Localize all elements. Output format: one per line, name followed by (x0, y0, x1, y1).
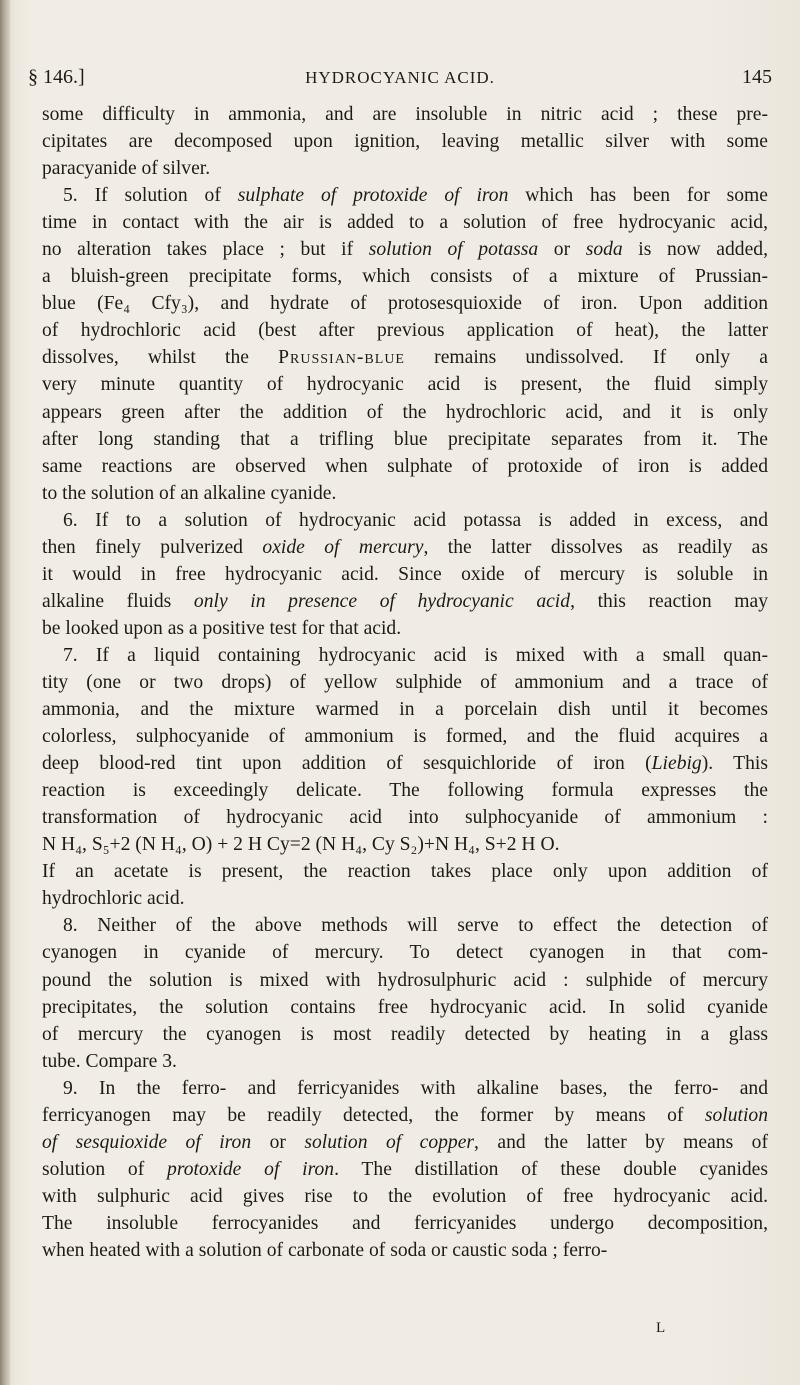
text-line (42, 642, 768, 669)
text-line (42, 290, 768, 317)
text-segment: then finely pulverized (42, 536, 263, 558)
text-line (42, 831, 768, 858)
text-segment: , this reaction may (570, 590, 768, 612)
text-segment: which has been for some (508, 185, 768, 207)
emphasis-text: solution of copper (304, 1131, 475, 1153)
text-line (42, 885, 768, 912)
text-segment: no alteration takes place ; but if (42, 239, 369, 261)
text-segment: 5. If solution of (63, 185, 238, 207)
text-segment: it would in free hydrocyanic acid. Since oxide of mercury is soluble in (42, 563, 768, 585)
text-line (42, 371, 768, 398)
text-line (42, 317, 768, 344)
text-line (42, 1237, 768, 1264)
emphasis-text: only in presence of hydrocyanic acid (193, 590, 571, 612)
text-segment: after long standing that a trifling blue precipitate separates from it. The (42, 428, 768, 450)
text-segment: remains undissolved. If only a (405, 347, 768, 369)
text-segment: or (251, 1131, 305, 1153)
text-segment: tity (one or two drops) of yellow sulphide of ammonium and a trace of (42, 671, 768, 693)
text-segment: If an acetate is present, the reaction takes place only upon addition of (42, 861, 768, 883)
text-segment: precipitates, the solution contains free hydrocyanic acid. In solid cyanide (42, 996, 768, 1018)
text-segment: deep blood-red tint upon addition of sesquichloride of iron ( (42, 753, 652, 775)
emphasis-text: Liebig (651, 753, 702, 775)
text-segment: very minute quantity of hydrocyanic acid is present, the fluid simply (42, 374, 768, 396)
section-number: § 146.] (28, 66, 85, 88)
text-line (42, 507, 768, 534)
text-segment: N H₄, S₅+2 (N H₄, O) + 2 H Cy=2 (N H₄, Cy S₂)+N H₄, S+2 H O. (42, 834, 560, 856)
text-segment: alkaline fluids (42, 590, 194, 612)
text-segment: transformation of hydrocyanic acid into sulphocyanide of ammonium : (42, 807, 768, 829)
emphasis-text: protoxide of iron (167, 1158, 335, 1180)
text-segment: is now added, (622, 239, 768, 261)
text-line (42, 994, 768, 1021)
text-segment: colorless, sulphocyanide of ammonium is formed, and the fluid acquires a (42, 726, 768, 748)
text-segment: to the solution of an alkaline cyanide. (42, 482, 337, 504)
text-line (42, 804, 768, 831)
page-number: 145 (742, 66, 772, 88)
text-line (42, 101, 768, 128)
text-segment: reaction is exceedingly delicate. The following formula expresses the (42, 780, 768, 802)
page-gutter-shadow (0, 0, 10, 1385)
text-line (42, 128, 768, 155)
text-line (42, 561, 768, 588)
text-segment: appears green after the addition of the hydrochloric acid, and it is only (42, 401, 768, 423)
text-segment: when heated with a solution of carbonate of soda or caustic soda ; ferro- (42, 1239, 608, 1261)
text-line (42, 182, 768, 209)
text-line (42, 723, 768, 750)
text-segment: , the latter dissolves as readily as (423, 536, 768, 558)
text-line (42, 209, 768, 236)
text-line (42, 777, 768, 804)
text-segment: of hydrochloric acid (best after previous application of heat), the latter (42, 320, 768, 342)
text-segment: 8. Neither of the above methods will serve to effect the detection of (63, 915, 768, 937)
text-line (42, 1102, 768, 1129)
text-segment: The insoluble ferrocyanides and ferricyanides undergo decomposition, (42, 1212, 768, 1234)
text-line (42, 588, 768, 615)
emphasis-text: soda (585, 239, 623, 261)
text-line (42, 912, 768, 939)
small-caps-text: Prussian-blue (278, 347, 405, 369)
text-line (42, 1021, 768, 1048)
text-line (42, 263, 768, 290)
text-segment: dissolves, whilst the (42, 347, 279, 369)
emphasis-text: sulphate of protoxide of iron (237, 185, 509, 207)
text-segment: a bluish-green precipitate forms, which consists of a mixture of Prussian- (42, 266, 768, 288)
text-line (42, 967, 768, 994)
text-segment: cyanogen in cyanide of mercury. To detect cyanogen in that com- (42, 942, 768, 964)
body-text (42, 101, 768, 1264)
text-segment: be looked upon as a positive test for that acid. (42, 617, 402, 639)
text-line (42, 453, 768, 480)
text-segment: hydrochloric acid. (42, 888, 185, 910)
emphasis-text: of sesquioxide of iron (42, 1131, 252, 1153)
running-header (28, 66, 772, 90)
text-segment: with sulphuric acid gives rise to the evolution of free hydrocyanic acid. (42, 1185, 768, 1207)
text-segment: 7. If a liquid containing hydrocyanic acid is mixed with a small quan- (63, 644, 768, 666)
running-title: HYDROCYANIC ACID. (305, 68, 495, 87)
text-segment: cipitates are decomposed upon ignition, leaving metallic silver with some (42, 131, 768, 153)
text-line (42, 534, 768, 561)
text-line (42, 1183, 768, 1210)
text-line (42, 750, 768, 777)
text-line (42, 399, 768, 426)
text-line (42, 344, 768, 371)
text-segment: blue (Fe₄ Cfy₃), and hydrate of protosesquioxide of iron. Upon addition (42, 293, 768, 315)
text-segment: same reactions are observed when sulphate of protoxide of iron is added (42, 455, 768, 477)
text-line (42, 858, 768, 885)
text-segment: 9. In the ferro- and ferricyanides with alkaline bases, the ferro- and (63, 1077, 768, 1099)
text-segment: . The distillation of these double cyanides (334, 1158, 768, 1180)
emphasis-text: oxide of mercury (262, 536, 424, 558)
text-line (42, 696, 768, 723)
text-segment: some difficulty in ammonia, and are insoluble in nitric acid ; these pre- (42, 104, 768, 125)
text-segment: time in contact with the air is added to a solution of free hydrocyanic acid, (42, 212, 768, 234)
signature-mark: L (656, 1320, 666, 1336)
text-segment: ferricyanogen may be readily detected, the former by means of (42, 1104, 705, 1126)
text-segment: or (538, 239, 586, 261)
text-line (42, 1210, 768, 1237)
text-segment: , and the latter by means of (474, 1131, 768, 1153)
text-line (42, 1129, 768, 1156)
text-segment: paracyanide of silver. (42, 158, 211, 180)
text-segment: ). This (701, 753, 768, 775)
emphasis-text: solution of potassa (368, 239, 539, 261)
text-line (42, 615, 768, 642)
text-line (42, 669, 768, 696)
text-line (42, 480, 768, 507)
text-line (42, 426, 768, 453)
emphasis-text: solution (704, 1104, 768, 1126)
text-segment: pound the solution is mixed with hydrosulphuric acid : sulphide of mercury (42, 969, 768, 991)
text-segment: 6. If to a solution of hydrocyanic acid potassa is added in excess, and (63, 509, 768, 531)
text-segment: ammonia, and the mixture warmed in a porcelain dish until it becomes (42, 699, 768, 721)
text-segment: tube. Compare 3. (42, 1050, 177, 1072)
text-line (42, 1075, 768, 1102)
text-line (42, 1048, 768, 1075)
text-segment: of mercury the cyanogen is most readily detected by heating in a glass (42, 1023, 768, 1045)
text-segment: solution of (42, 1158, 168, 1180)
text-line (42, 1156, 768, 1183)
text-line (42, 939, 768, 966)
text-line (42, 236, 768, 263)
text-line (42, 155, 768, 182)
